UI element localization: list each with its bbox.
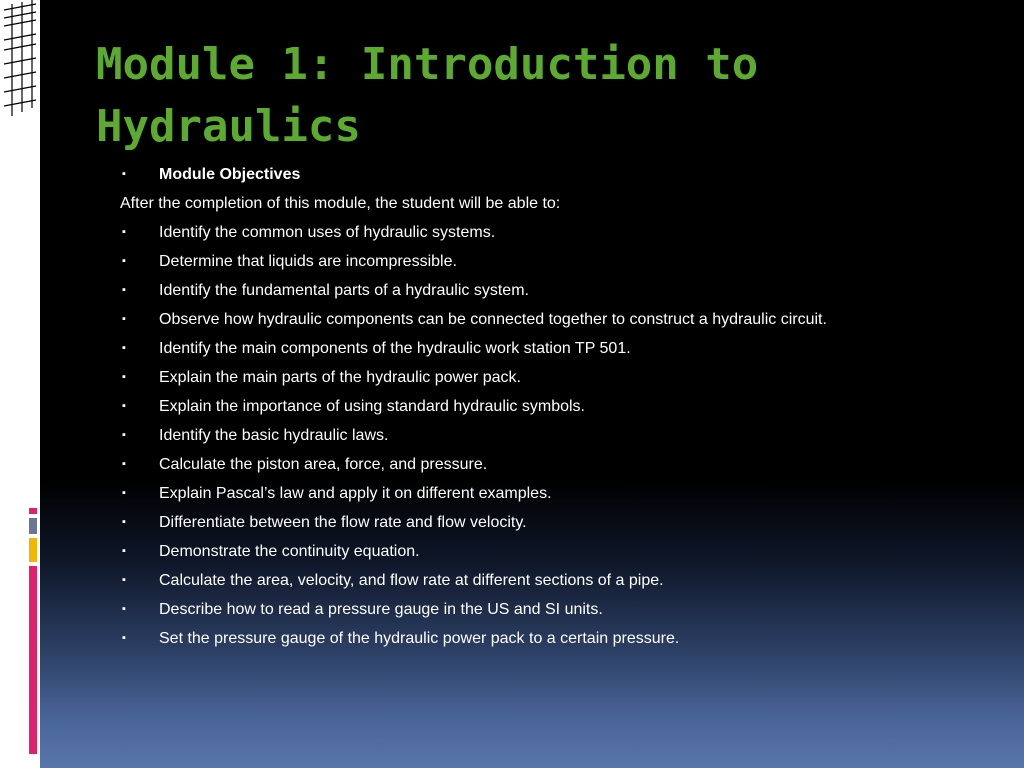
objective-item (120, 537, 1000, 566)
bullet-icon: ▪ (122, 458, 126, 470)
bullet-icon: ▪ (122, 400, 126, 412)
objectives-intro: After the completion of this module, the student will be able to: (120, 195, 561, 212)
decorative-lines-icon (0, 0, 40, 120)
objective-item (120, 421, 1000, 450)
objective-item (120, 305, 1000, 334)
objective-item (120, 334, 1000, 363)
objective-text: Identify the basic hydraulic laws. (159, 427, 389, 444)
objective-text: Explain the importance of using standard hydraulic symbols. (159, 398, 585, 415)
objectives-intro-row (120, 189, 1000, 218)
bullet-icon: ▪ (122, 574, 126, 586)
objective-item (120, 566, 1000, 595)
bullet-icon: ▪ (122, 371, 126, 383)
objective-item (120, 363, 1000, 392)
objective-item (120, 595, 1000, 624)
objectives-content (120, 160, 1000, 653)
bullet-icon: ▪ (122, 516, 126, 528)
bullet-icon: ▪ (122, 342, 126, 354)
objective-text: Identify the main components of the hydraulic work station TP 501. (159, 340, 631, 357)
objectives-list (120, 218, 1000, 653)
objective-text: Demonstrate the continuity equation. (159, 543, 420, 560)
bullet-icon: ▪ (122, 168, 126, 180)
accent-bar-pink (29, 566, 37, 754)
bullet-icon: ▪ (122, 284, 126, 296)
left-decorative-strip (0, 0, 40, 768)
objective-text: Calculate the piston area, force, and pressure. (159, 456, 488, 473)
accent-bar-yellow (29, 538, 37, 562)
bullet-icon: ▪ (122, 313, 126, 325)
slide-title: Module 1: Introduction to Hydraulics (96, 39, 759, 152)
objective-item (120, 276, 1000, 305)
objective-text: Set the pressure gauge of the hydraulic power pack to a certain pressure. (159, 630, 680, 647)
accent-bar-pink-small (29, 508, 37, 514)
objective-text: Determine that liquids are incompressible. (159, 253, 457, 270)
objective-text: Explain the main parts of the hydraulic power pack. (159, 369, 521, 386)
objective-text: Explain Pascal’s law and apply it on different examples. (159, 485, 552, 502)
objectives-heading-row (120, 160, 1000, 189)
bullet-icon: ▪ (122, 255, 126, 267)
accent-bar-gray (29, 518, 37, 534)
bullet-icon: ▪ (122, 226, 126, 238)
bullet-icon: ▪ (122, 632, 126, 644)
objective-text: Calculate the area, velocity, and flow rate at different sections of a pipe. (159, 572, 664, 589)
bullet-icon: ▪ (122, 429, 126, 441)
objective-item (120, 247, 1000, 276)
objective-item (120, 450, 1000, 479)
objectives-heading: Module Objectives (159, 166, 301, 183)
objective-item (120, 392, 1000, 421)
objective-text: Differentiate between the flow rate and flow velocity. (159, 514, 527, 531)
bullet-icon: ▪ (122, 603, 126, 615)
objective-text: Identify the fundamental parts of a hydraulic system. (159, 282, 529, 299)
objective-item (120, 479, 1000, 508)
bullet-icon: ▪ (122, 545, 126, 557)
bullet-icon: ▪ (122, 487, 126, 499)
objective-text: Identify the common uses of hydraulic systems. (159, 224, 496, 241)
objective-item (120, 624, 1000, 653)
objective-item (120, 218, 1000, 247)
objective-text: Observe how hydraulic components can be connected together to construct a hydraulic circuit. (159, 311, 827, 328)
objective-text: Describe how to read a pressure gauge in the US and SI units. (159, 601, 603, 618)
objective-item (120, 508, 1000, 537)
